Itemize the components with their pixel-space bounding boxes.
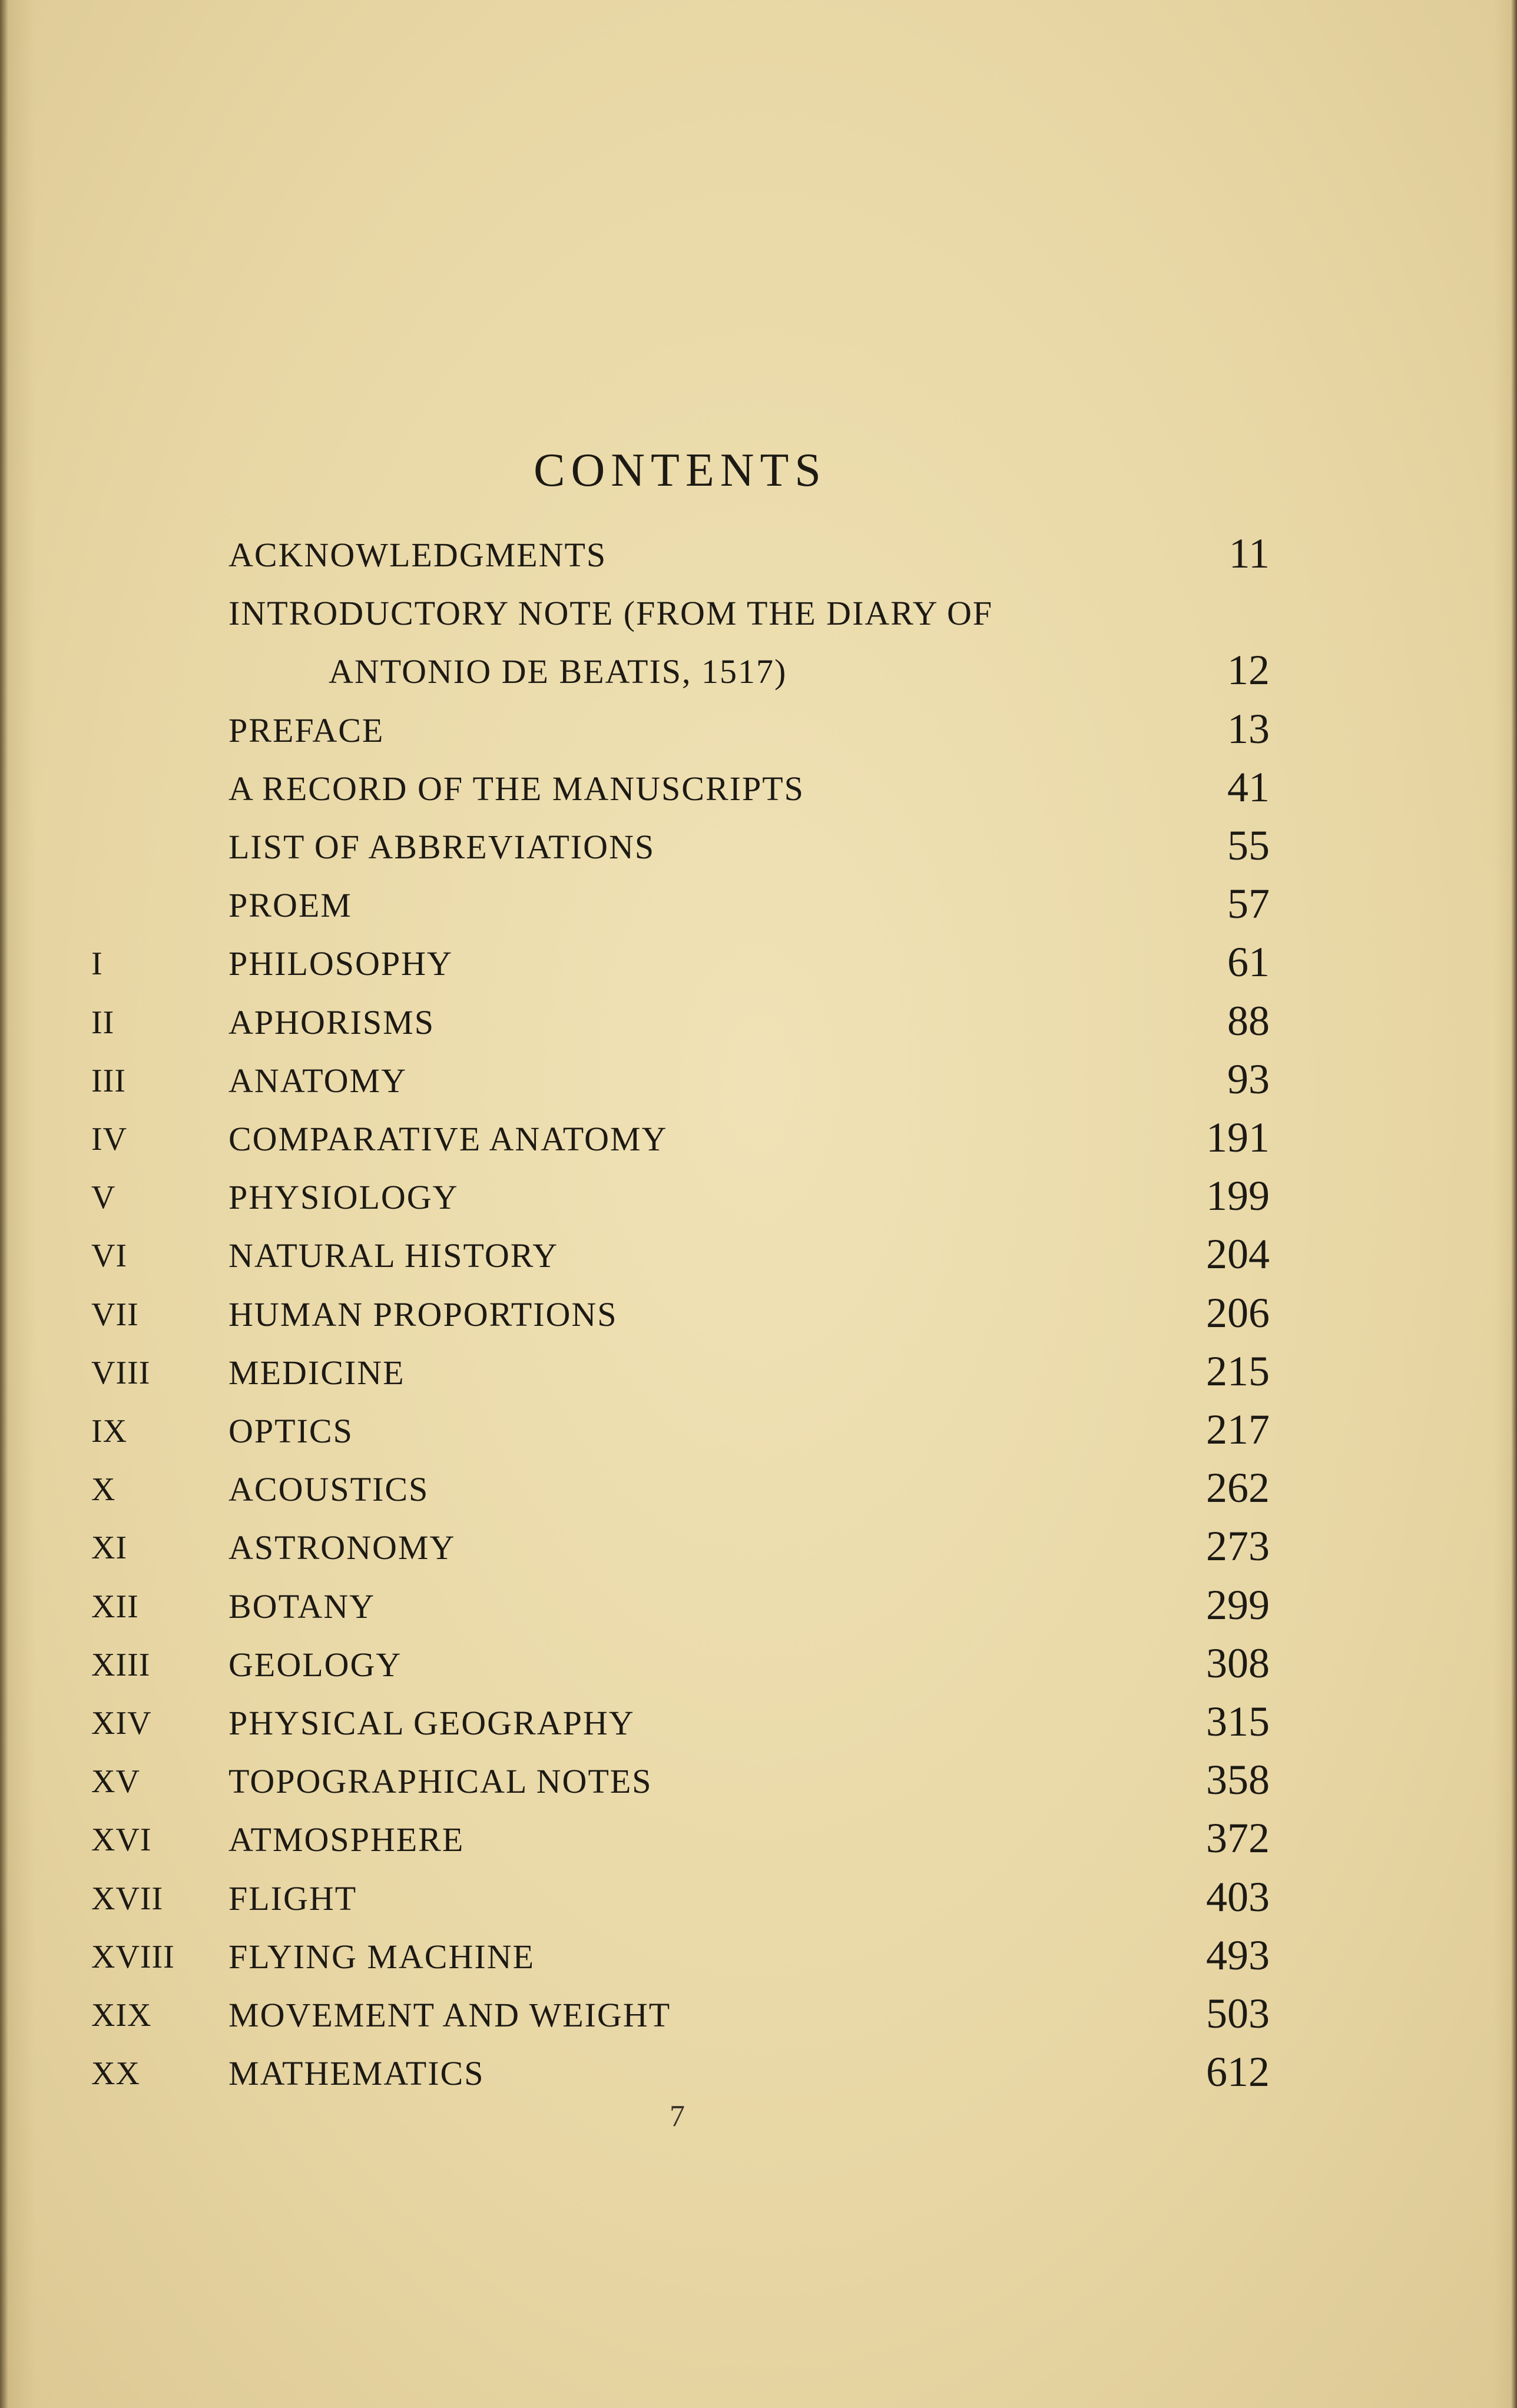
toc-entry-title: ANATOMY <box>228 1061 407 1100</box>
toc-entry-title: PREFACE <box>228 711 385 749</box>
toc-entry <box>0 1464 1517 1526</box>
toc-chapter-number: X <box>91 1471 116 1508</box>
toc-page-number: 372 <box>1206 1815 1270 1862</box>
toc-page-number: 204 <box>1206 1230 1270 1278</box>
toc-entry-title: BOTANY <box>228 1587 376 1626</box>
toc-entry-title: HUMAN PROPORTIONS <box>228 1295 618 1334</box>
toc-chapter-number: XIV <box>91 1705 152 1742</box>
toc-entry-title: ATMOSPHERE <box>228 1820 465 1859</box>
toc-entry <box>0 938 1517 1000</box>
toc-entry-title: NATURAL HISTORY <box>228 1236 559 1275</box>
toc-chapter-number: III <box>91 1062 126 1099</box>
contents-title: CONTENTS <box>534 444 827 496</box>
toc-page-number: 493 <box>1206 1931 1270 1979</box>
toc-page-number: 315 <box>1206 1698 1270 1745</box>
toc-chapter-number: VI <box>91 1238 128 1275</box>
toc-entry <box>0 1172 1517 1234</box>
toc-entry <box>0 1289 1517 1351</box>
toc-chapter-number: VIII <box>91 1354 151 1391</box>
toc-entry <box>0 1406 1517 1468</box>
toc-entry <box>0 1230 1517 1292</box>
toc-entry-title: PROEM <box>228 886 352 925</box>
toc-entry <box>0 1873 1517 1935</box>
toc-entry-title: ACKNOWLEDGMENTS <box>228 536 607 574</box>
toc-page-number: 215 <box>1206 1347 1270 1395</box>
toc-chapter-number: XVIII <box>91 1938 175 1975</box>
toc-chapter-number: XII <box>91 1588 139 1625</box>
toc-entry <box>0 1931 1517 1994</box>
toc-page-number: 273 <box>1206 1523 1270 1570</box>
toc-page-number: 403 <box>1206 1873 1270 1921</box>
toc-chapter-number: II <box>91 1004 115 1041</box>
toc-entry-title: PHILOSOPHY <box>228 944 453 983</box>
toc-entry-title: INTRODUCTORY NOTE (FROM THE DIARY OF <box>228 594 993 633</box>
toc-entry-title: GEOLOGY <box>228 1645 402 1684</box>
toc-page-number: 11 <box>1228 530 1270 577</box>
toc-entry-title: OPTICS <box>228 1412 353 1450</box>
toc-entry <box>0 880 1517 942</box>
toc-entry <box>0 530 1517 592</box>
toc-page-number: 199 <box>1206 1172 1270 1220</box>
toc-page-number: 612 <box>1206 2048 1270 2096</box>
toc-page-number: 93 <box>1227 1055 1270 1103</box>
toc-entry-title: PHYSICAL GEOGRAPHY <box>228 1704 635 1742</box>
toc-entry <box>0 2048 1517 2110</box>
toc-page-number: 503 <box>1206 1990 1270 2037</box>
toc-page-number: 299 <box>1206 1581 1270 1628</box>
toc-page-number: 217 <box>1206 1406 1270 1453</box>
toc-entry-title: TOPOGRAPHICAL NOTES <box>228 1762 652 1801</box>
toc-entry-title: MOVEMENT AND WEIGHT <box>228 1996 671 2034</box>
toc-entry-title: PHYSIOLOGY <box>228 1178 459 1217</box>
toc-entry-title: COMPARATIVE ANATOMY <box>228 1120 668 1158</box>
toc-entry-title: FLIGHT <box>228 1879 357 1918</box>
toc-chapter-number: XVI <box>91 1822 152 1859</box>
toc-entry <box>0 763 1517 825</box>
toc-chapter-number: XIX <box>91 1997 152 2034</box>
toc-page-number: 206 <box>1206 1289 1270 1336</box>
toc-entry-title: MATHEMATICS <box>228 2054 485 2093</box>
toc-chapter-number: XX <box>91 2055 140 2092</box>
toc-page-number: 88 <box>1227 997 1270 1044</box>
toc-entry <box>0 1347 1517 1409</box>
toc-entry <box>0 1756 1517 1818</box>
toc-entry <box>0 1525 1517 1584</box>
toc-entry <box>0 997 1517 1059</box>
toc-chapter-number: XI <box>91 1530 128 1567</box>
toc-page-number: 262 <box>1206 1464 1270 1512</box>
toc-page-number: 308 <box>1206 1639 1270 1687</box>
toc-page-number: 55 <box>1227 822 1270 869</box>
toc-chapter-number: I <box>91 946 103 983</box>
toc-entry <box>0 1639 1517 1701</box>
toc-entry-title: APHORISMS <box>228 1003 435 1042</box>
toc-entry-title: ACOUSTICS <box>228 1470 429 1509</box>
toc-entry <box>0 1817 1517 1876</box>
toc-entry <box>0 646 1517 708</box>
toc-entry <box>0 1698 1517 1760</box>
toc-chapter-number: IV <box>91 1121 128 1157</box>
toc-entry <box>0 1055 1517 1117</box>
toc-page-number: 13 <box>1227 705 1270 752</box>
toc-chapter-number: XIII <box>91 1646 151 1683</box>
toc-chapter-number: XVII <box>91 1880 164 1917</box>
toc-entry <box>0 705 1517 767</box>
toc-entry-title: ANTONIO DE BEATIS, 1517) <box>329 652 787 691</box>
toc-chapter-number: IX <box>91 1413 128 1450</box>
toc-page-number: 191 <box>1206 1114 1270 1161</box>
toc-entry-title: A RECORD OF THE MANUSCRIPTS <box>228 769 804 808</box>
toc-entry-title: MEDICINE <box>228 1353 405 1392</box>
toc-chapter-number: V <box>91 1179 116 1216</box>
toc-entry-title: ASTRONOMY <box>228 1528 456 1567</box>
page-folio: 7 <box>670 2099 685 2133</box>
toc-chapter-number: VII <box>91 1296 139 1333</box>
toc-entry <box>0 1114 1517 1176</box>
toc-page-number: 12 <box>1227 646 1270 694</box>
toc-entry-title: LIST OF ABBREVIATIONS <box>228 828 655 866</box>
toc-entry <box>0 591 1517 650</box>
toc-entry <box>0 822 1517 884</box>
toc-entry-title: FLYING MACHINE <box>228 1937 535 1976</box>
toc-page-number: 358 <box>1206 1756 1270 1804</box>
toc-chapter-number: XV <box>91 1763 140 1800</box>
toc-page-number: 61 <box>1227 938 1270 986</box>
toc-entry <box>0 1990 1517 2052</box>
toc-entry <box>0 1581 1517 1643</box>
toc-page-number: 57 <box>1227 880 1270 928</box>
toc-page-number: 41 <box>1227 763 1270 811</box>
